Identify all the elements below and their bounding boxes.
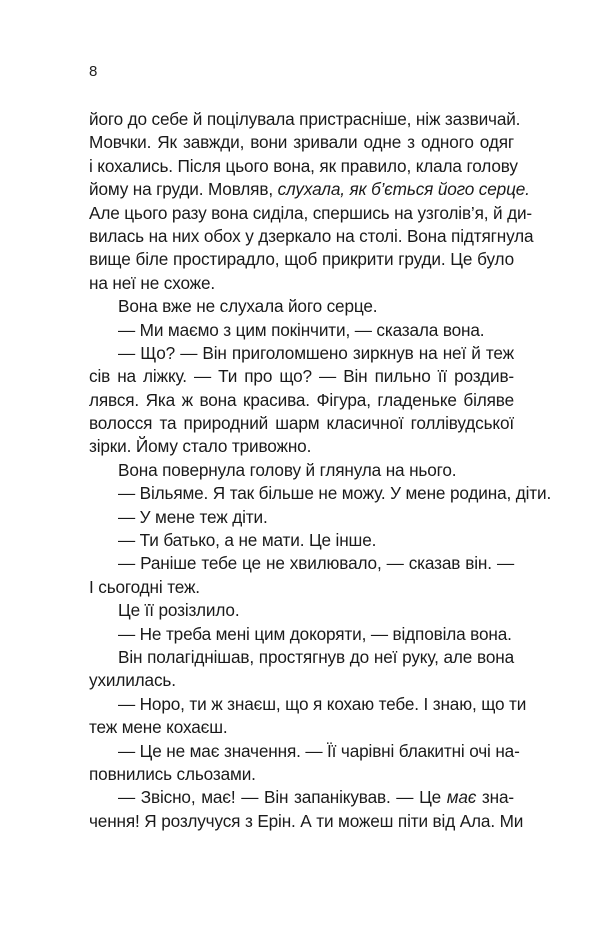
text-line: чення! Я розлучуся з Ерін. А ти можеш піти від Ала. Ми (89, 810, 524, 831)
text-line: — Не треба мені цим докоряти, — відповіла вона. (118, 623, 512, 644)
text-line: теж мене кохаєш. (89, 717, 228, 738)
text-line: Він полагіднішав, простягнув до неї руку, але вона (118, 646, 514, 667)
text-line: повнились сльозами. (89, 763, 256, 784)
text-line: — Це не має значення. — Її чарівні блакитні очі на- (118, 740, 520, 761)
italic-segment: слухала, як б’ється його серце. (277, 179, 530, 200)
text-line: — У мене теж діти. (118, 506, 268, 527)
text-line: вище біле простирадло, щоб прикрити груди. Це було (89, 249, 514, 270)
text-line: волосся та природний шарм класичної голлівудської (89, 413, 514, 434)
text-line: — Ти батько, а не мати. Це інше. (118, 530, 377, 551)
text-line (89, 786, 514, 809)
text-line: його до себе й поцілувала пристрасніше, ніж зазвичай. (89, 109, 521, 129)
text-line: сів на ліжку. — Ти про що? — Він пильно її роздив- (89, 366, 514, 387)
text-line: Мовчки. Як завжди, вони зривали одне з одного одяг (89, 132, 514, 153)
text-segment: йому на груди. Мовляв, (89, 179, 278, 200)
text-line: вилась на них обох у дзеркало на столі. Вона підтягнула (89, 225, 534, 246)
text-line: лявся. Яка ж вона красива. Фігура, гладеньке біляве (89, 389, 514, 410)
text-line: і кохались. Після цього вона, як правило, клала голову (89, 155, 518, 176)
text-line: Вона повернула голову й глянула на нього. (118, 459, 457, 480)
text-line: зірки. Йому стало тривожно. (89, 436, 312, 457)
text-line: Але цього разу вона сиділа, спершись на узголів’я, й ди- (89, 202, 532, 223)
text-line: на неї не схоже. (89, 272, 216, 293)
text-line: — Ми маємо з цим покінчити, — сказала вона. (118, 319, 485, 340)
body-text (89, 108, 552, 833)
text-line (89, 178, 530, 201)
text-line: — Норо, ти ж знаєш, що я кохаю тебе. І знаю, що ти (118, 693, 527, 714)
italic-segment: має (446, 787, 477, 808)
text-line: Вона вже не слухала його серце. (118, 296, 378, 317)
text-line: ухилилась. (89, 670, 176, 691)
page-number: 8 (89, 63, 98, 80)
text-line: Це її розізлило. (118, 600, 240, 621)
text-line: — Вільяме. Я так більше не можу. У мене родина, діти. (118, 483, 552, 504)
text-segment: — Звісно, має! — Він запанікував. — Це (118, 787, 447, 808)
text-segment: зна- (476, 787, 514, 808)
text-line: — Раніше тебе це не хвилювало, — сказав він. — (118, 553, 514, 574)
text-line: — Що? — Він приголомшено зиркнув на неї й теж (118, 342, 514, 363)
text-line: І сьогодні теж. (89, 576, 200, 597)
